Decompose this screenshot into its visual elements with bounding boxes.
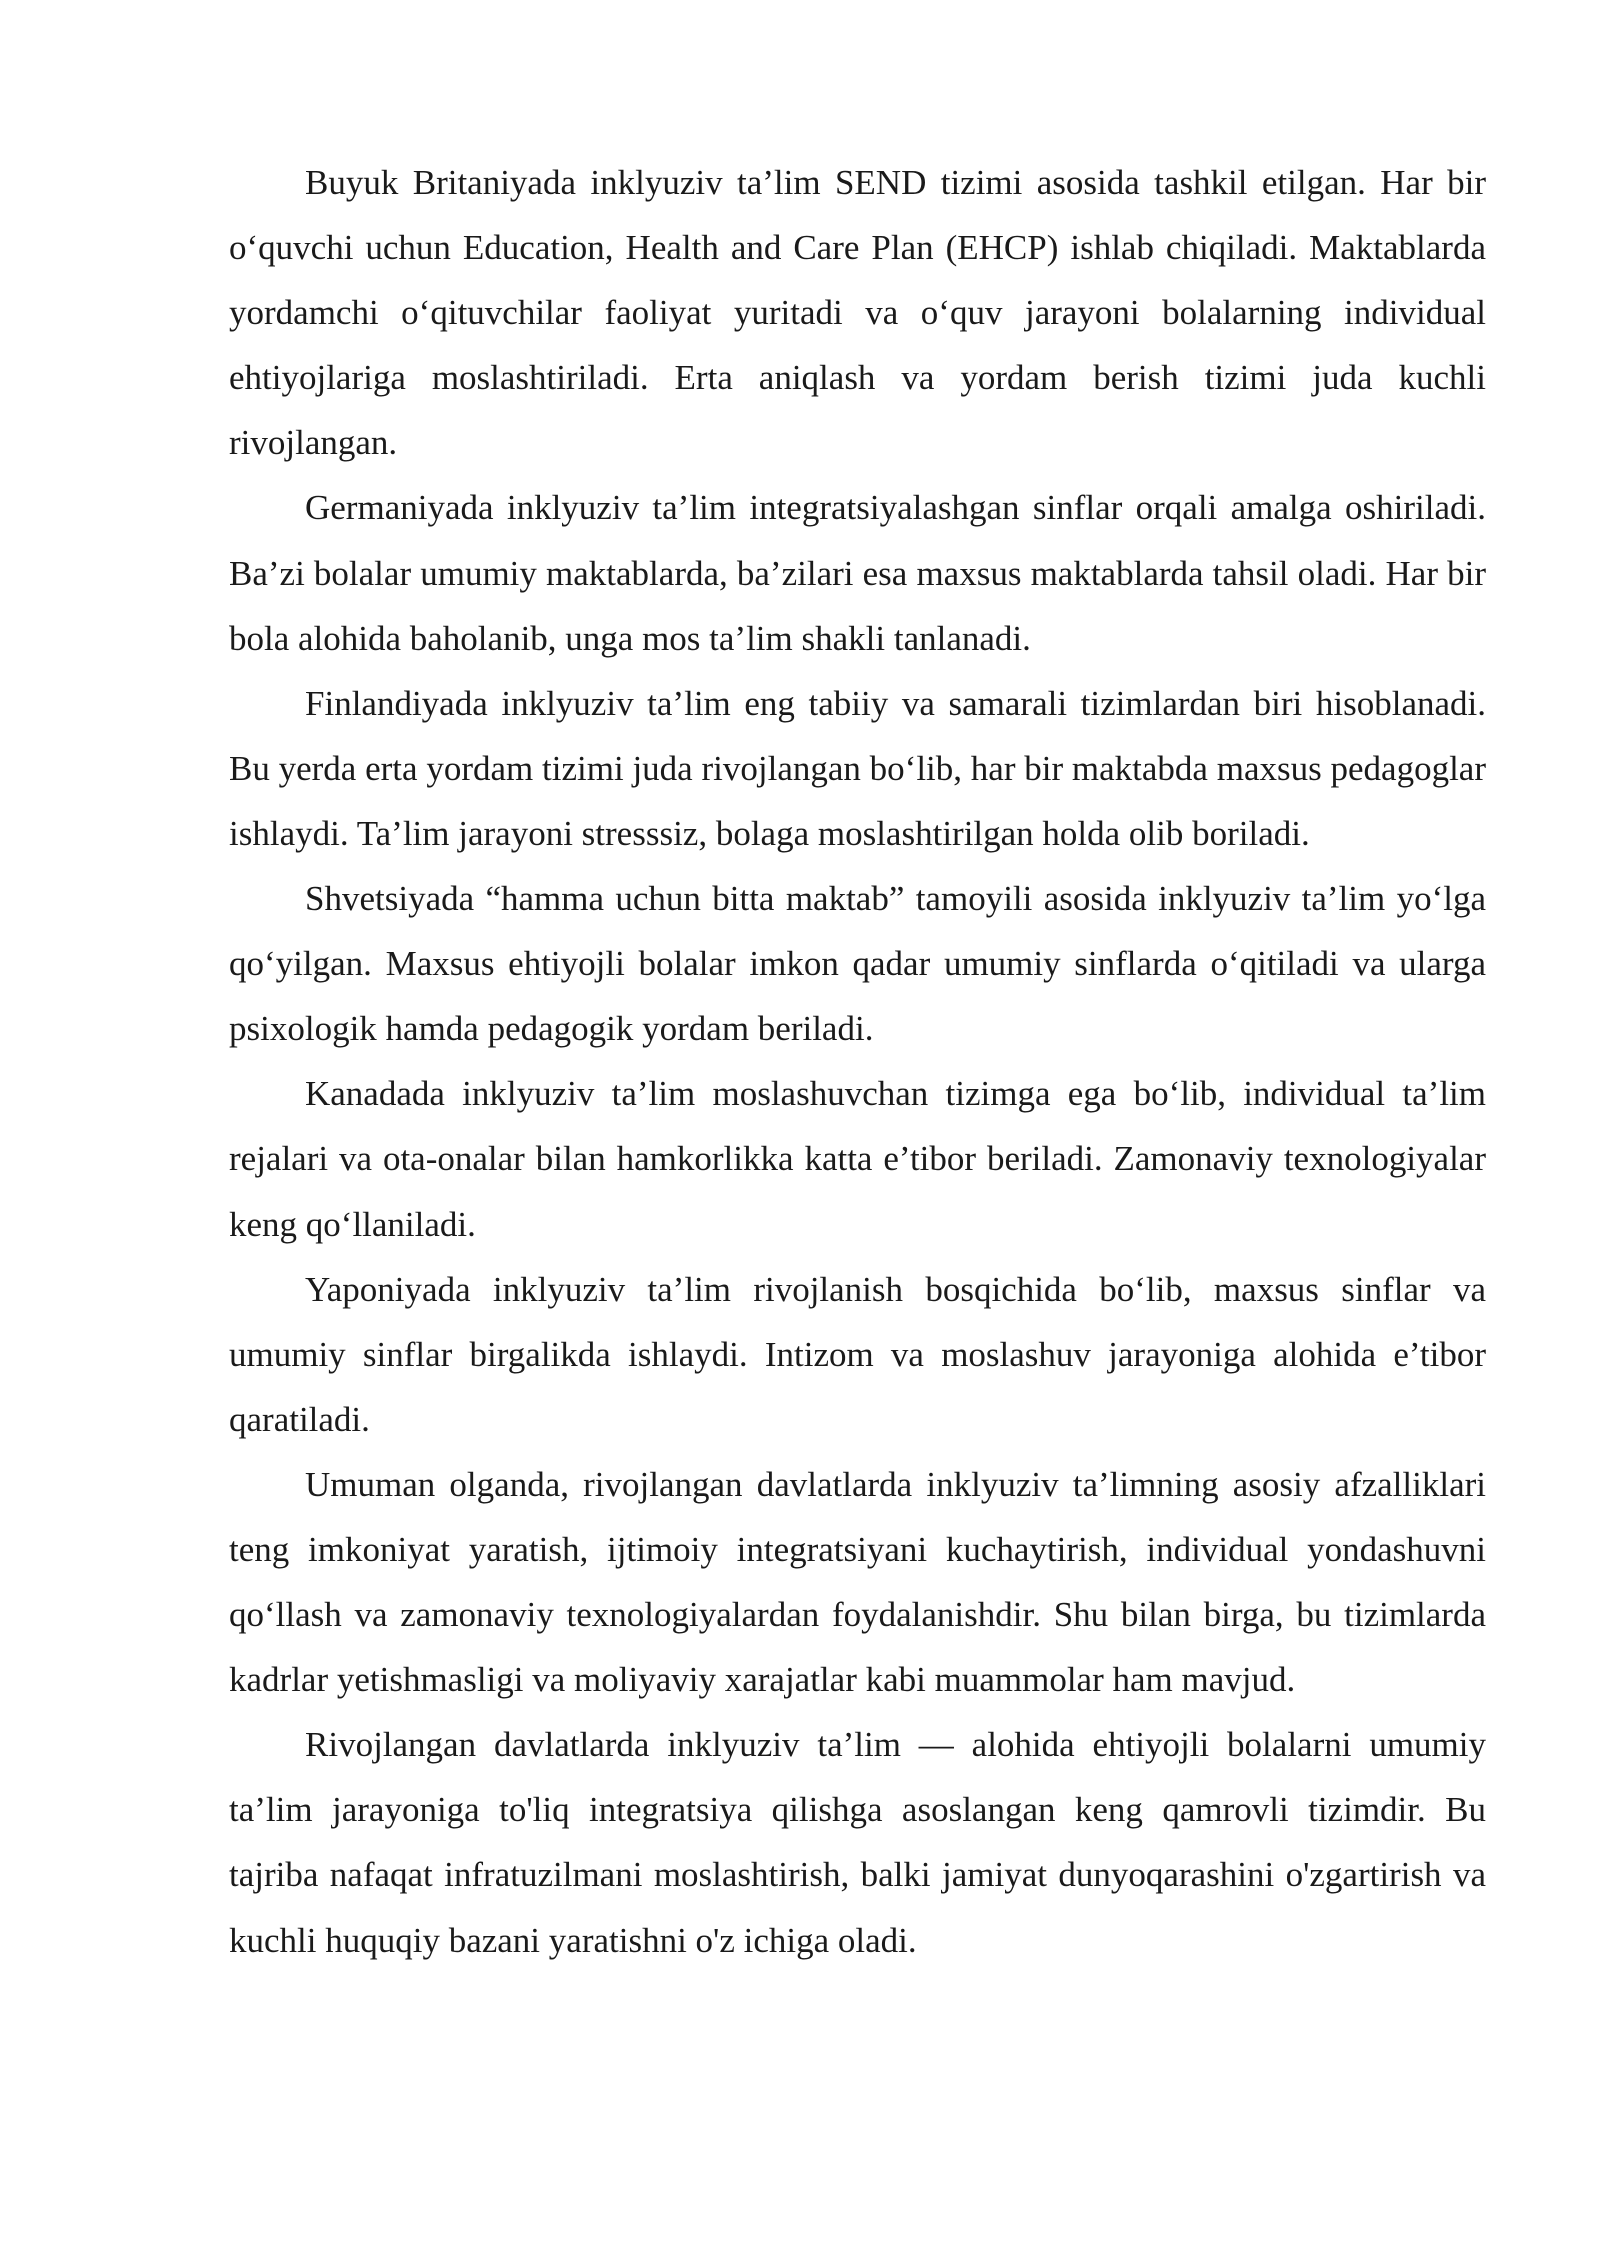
paragraph-sweden: Shvetsiyada “hamma uchun bitta maktab” tamoyili asosida inklyuziv ta’lim yo‘lga qo‘yilgan. Maxsus ehtiyojli bolalar imkon qadar umumiy sinflarda o‘qitiladi va ularga psixologik hamda pedagogik yordam beriladi. (229, 879, 1486, 1049)
paragraph-summary: Umuman olganda, rivojlangan davlatlarda inklyuziv ta’limning asosiy afzalliklari teng imkoniyat yaratish, ijtimoiy integratsiyani kuchaytirish, individual yondashuvni qo‘llash va zamonaviy texnologiyalardan foydalanishdir. Shu bilan birga, bu tizimlarda kadrlar yetishmasligi va moliyaviy xarajatlar kabi muammolar ham mavjud. (229, 1464, 1486, 1700)
paragraph-germany: Germaniyada inklyuziv ta’lim integratsiyalashgan sinflar orqali amalga oshiriladi. Ba’zi bolalar umumiy maktablarda, ba’zilari esa maxsus maktablarda tahsil oladi. Har bir bola alohida baholanib, unga mos ta’lim shakli tanlanadi. (229, 488, 1486, 658)
paragraph-conclusion: Rivojlangan davlatlarda inklyuziv ta’lim — alohida ehtiyojli bolalarni umumiy ta’lim jarayoniga to'liq integratsiya qilishga asoslangan keng qamrovli tizimdir. Bu tajriba nafaqat infratuzilmani moslashtirish, balki jamiyat dunyoqarashini o'zgartirish va kuchli huquqiy bazani yaratishni o'z ichiga oladi. (229, 1725, 1486, 1960)
paragraph-united-kingdom: Buyuk Britaniyada inklyuziv ta’lim SEND tizimi asosida tashkil etilgan. Har bir o‘quvchi uchun Education, Health and Care Plan (EHCP) ishlab chiqiladi. Maktablarda yordamchi o‘qituvchilar faoliyat yuritadi va o‘quv jarayoni bolalarning individual ehtiyojlariga moslashtiriladi. Erta aniqlash va yordam berish tizimi juda kuchli rivojlangan. (229, 163, 1486, 463)
paragraph-japan: Yaponiyada inklyuziv ta’lim rivojlanish bosqichida bo‘lib, maxsus sinflar va umumiy sinflar birgalikda ishlaydi. Intizom va moslashuv jarayoniga alohida e’tibor qaratiladi. (229, 1269, 1486, 1439)
paragraph-canada: Kanadada inklyuziv ta’lim moslashuvchan tizimga ega bo‘lib, individual ta’lim rejalari va ota-onalar bilan hamkorlikka katta e’tibor beriladi. Zamonaviy texnologiyalar keng qo‘llaniladi. (229, 1074, 1486, 1244)
document-body (229, 150, 1486, 1973)
paragraph-finland: Finlandiyada inklyuziv ta’lim eng tabiiy va samarali tizimlardan biri hisoblanadi. Bu yerda erta yordam tizimi juda rivojlangan bo‘lib, har bir maktabda maxsus pedagoglar ishlaydi. Ta’lim jarayoni stresssiz, bolaga moslashtirilgan holda olib boriladi. (229, 683, 1486, 853)
